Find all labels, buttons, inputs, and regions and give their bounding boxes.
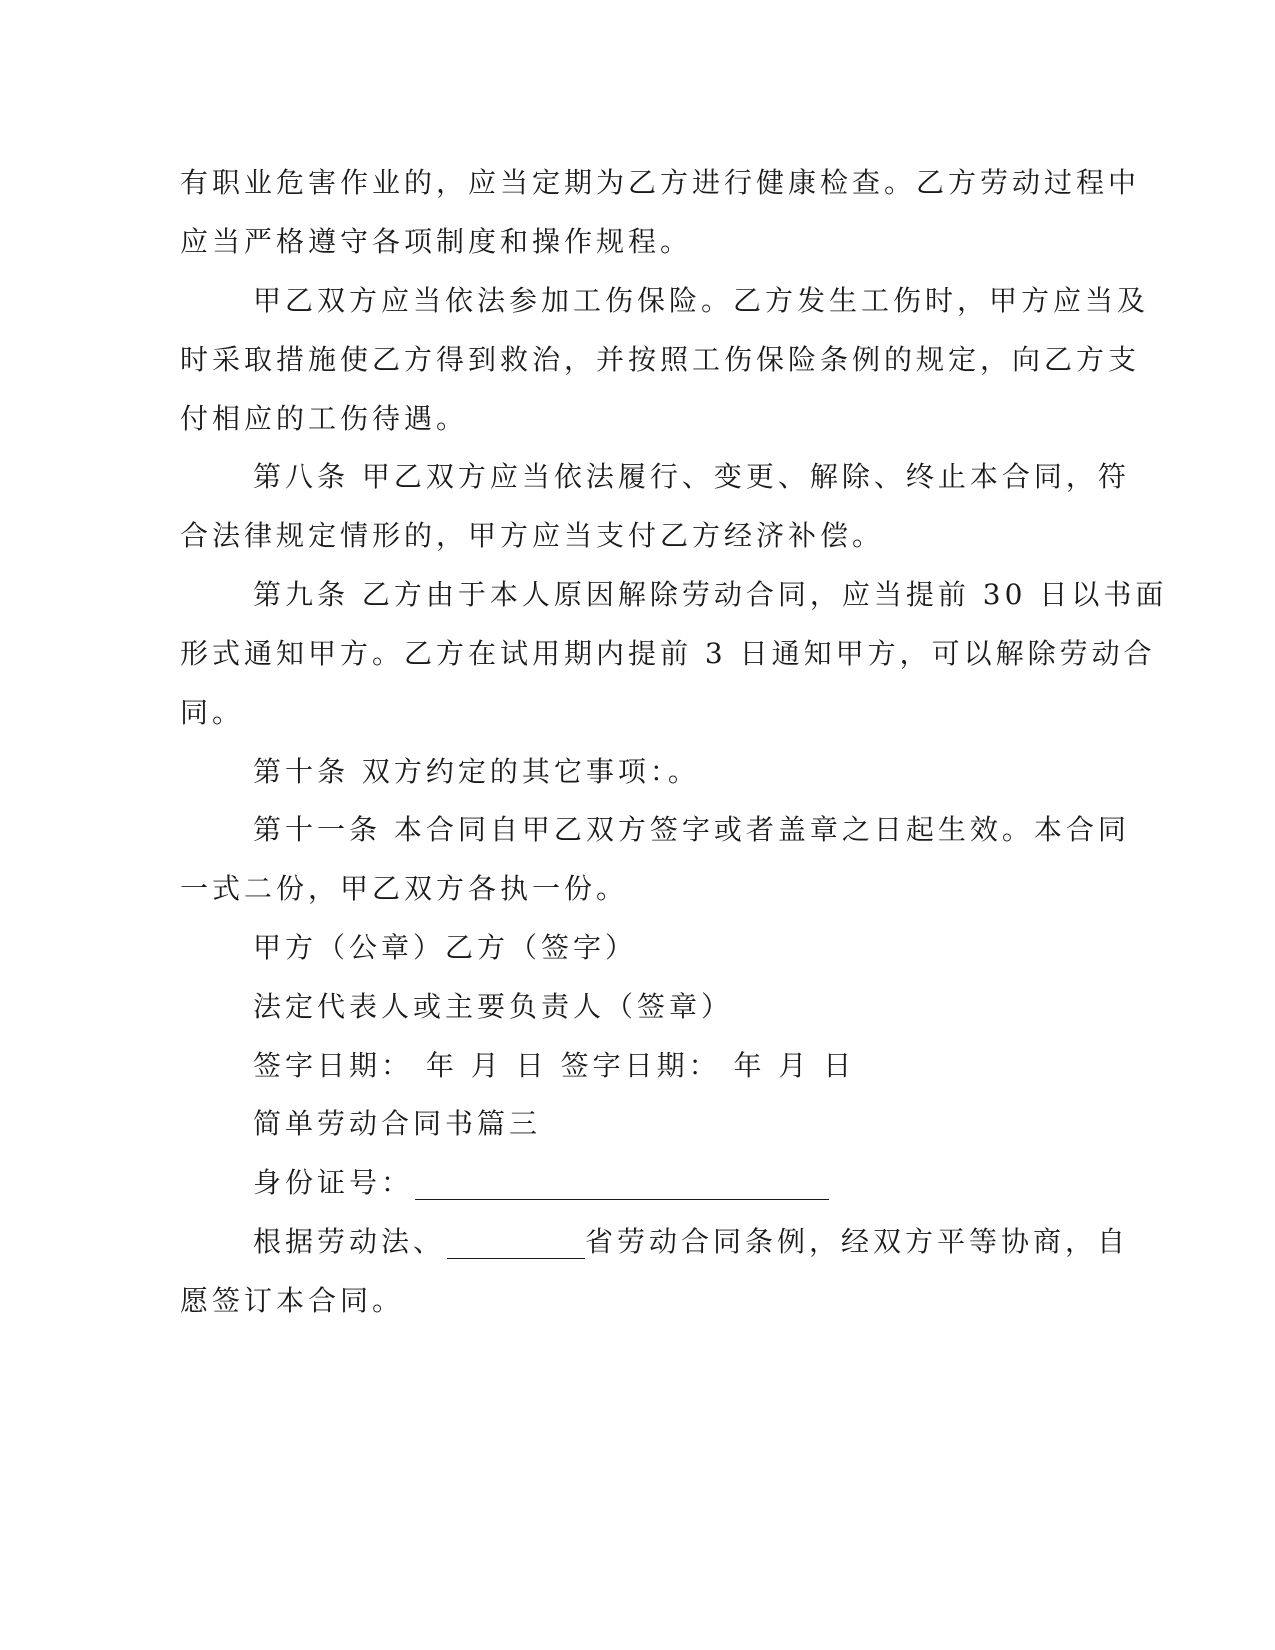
paragraph-line: 同。 bbox=[180, 696, 245, 729]
paragraph-line: 一式二份，甲乙双方各执一份。 bbox=[180, 872, 629, 905]
article-10-line: 第十条 双方约定的其它事项：。 bbox=[253, 755, 700, 788]
province-blank bbox=[447, 1230, 585, 1259]
article-9-line: 第九条 乙方由于本人原因解除劳动合同，应当提前 30 日以书面 bbox=[253, 578, 1168, 611]
paragraph-line: 愿签订本合同。 bbox=[180, 1284, 405, 1317]
article-11-line: 第十一条 本合同自甲乙双方签字或者盖章之日起生效。本合同 bbox=[253, 813, 1130, 846]
paragraph-line: 时采取措施使乙方得到救治，并按照工伤保险条例的规定，向乙方支 bbox=[180, 343, 1141, 376]
signature-parties-line: 甲方（公章）乙方（签字） bbox=[253, 931, 638, 964]
paragraph-line: 应当严格遵守各项制度和操作规程。 bbox=[180, 225, 693, 258]
id-number-label: 身份证号： bbox=[253, 1166, 414, 1199]
signature-date-line: 签字日期： 年 月 日 签字日期： 年 月 日 bbox=[253, 1049, 856, 1082]
id-number-row bbox=[253, 1166, 829, 1200]
paragraph-line: 甲乙双方应当依法参加工伤保险。乙方发生工伤时，甲方应当及 bbox=[253, 284, 1150, 317]
paragraph-line: 形式通知甲方。乙方在试用期内提前 3 日通知甲方，可以解除劳动合 bbox=[180, 637, 1156, 670]
id-number-blank bbox=[415, 1171, 829, 1200]
section-heading: 简单劳动合同书篇三 bbox=[253, 1107, 542, 1140]
legal-representative-line: 法定代表人或主要负责人（签章） bbox=[253, 990, 734, 1023]
paragraph-line: 有职业危害作业的，应当定期为乙方进行健康检查。乙方劳动过程中 bbox=[180, 166, 1141, 199]
agreement-basis-suffix: 省劳动合同条例，经双方平等协商，自 bbox=[585, 1225, 1130, 1258]
paragraph-line: 付相应的工伤待遇。 bbox=[180, 402, 469, 435]
agreement-basis-row bbox=[253, 1225, 1129, 1259]
paragraph-line: 合法律规定情形的，甲方应当支付乙方经济补偿。 bbox=[180, 519, 885, 552]
article-8-line: 第八条 甲乙双方应当依法履行、变更、解除、终止本合同，符 bbox=[253, 460, 1130, 493]
agreement-basis-prefix: 根据劳动法、 bbox=[253, 1225, 446, 1258]
